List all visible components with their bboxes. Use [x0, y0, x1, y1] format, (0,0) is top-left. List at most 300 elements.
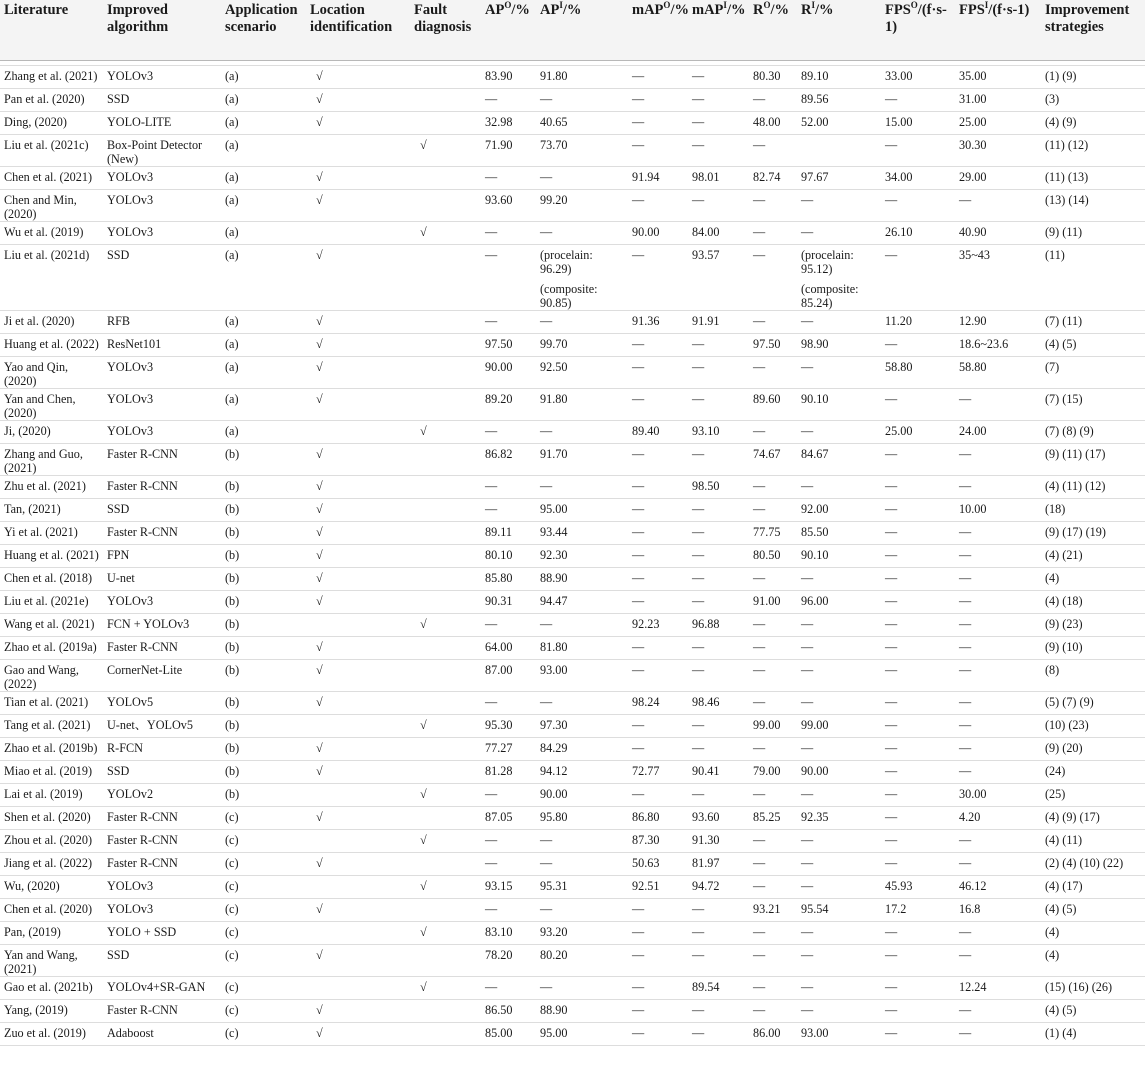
table-cell: — [881, 334, 955, 357]
table-cell: — [749, 135, 797, 167]
table-cell: 92.00 [797, 499, 881, 522]
table-cell: (11) [1041, 245, 1145, 311]
table-cell [410, 476, 481, 499]
table-cell: (4) (17) [1041, 876, 1145, 899]
table-cell: √ [306, 1000, 410, 1023]
table-cell: 89.60 [749, 389, 797, 421]
column-header [881, 0, 955, 61]
table-cell: 81.80 [536, 637, 628, 660]
table-cell: 78.20 [481, 945, 536, 977]
column-header [955, 0, 1041, 61]
table-cell: — [481, 245, 536, 311]
table-cell: (b) [221, 522, 306, 545]
column-header-text: Literature [4, 2, 69, 18]
table-cell: — [749, 637, 797, 660]
table-cell [410, 568, 481, 591]
cell-line: (procelain: 96.29) [540, 248, 593, 276]
table-cell: — [688, 899, 749, 922]
table-cell: — [749, 245, 797, 311]
table-cell: 91.70 [536, 444, 628, 476]
table-cell: — [628, 135, 688, 167]
table-cell: — [955, 692, 1041, 715]
table-cell: — [955, 614, 1041, 637]
table-cell: Zhao et al. (2019b) [0, 738, 103, 761]
table-cell: (b) [221, 637, 306, 660]
column-header-unit: /% [562, 2, 582, 18]
table-cell: 72.77 [628, 761, 688, 784]
table-cell: √ [306, 389, 410, 421]
table-cell: — [481, 167, 536, 190]
table-cell: — [688, 637, 749, 660]
table-cell: — [688, 660, 749, 692]
cell-line: (composite: 85.24) [801, 282, 859, 310]
table-cell: 93.60 [481, 190, 536, 222]
table-row [0, 389, 1145, 421]
table-row [0, 761, 1145, 784]
table-cell: 58.80 [881, 357, 955, 389]
table-cell: 17.2 [881, 899, 955, 922]
table-row [0, 568, 1145, 591]
table-cell: — [797, 876, 881, 899]
table-cell: — [881, 89, 955, 112]
table-cell: 96.00 [797, 591, 881, 614]
table-cell: 95.31 [536, 876, 628, 899]
table-cell: FCN + YOLOv3 [103, 614, 221, 637]
table-cell: 91.80 [536, 389, 628, 421]
table-cell: — [628, 334, 688, 357]
table-cell: √ [306, 568, 410, 591]
table-cell: — [481, 222, 536, 245]
table-cell: Ji et al. (2020) [0, 311, 103, 334]
table-cell: (a) [221, 167, 306, 190]
table-cell: — [881, 389, 955, 421]
table-cell: Ding, (2020) [0, 112, 103, 135]
column-header-text: R [801, 2, 812, 18]
table-cell: 12.90 [955, 311, 1041, 334]
table-cell: (3) [1041, 89, 1145, 112]
table-cell: — [881, 614, 955, 637]
table-cell: — [881, 660, 955, 692]
table-cell: 98.01 [688, 167, 749, 190]
table-cell [410, 311, 481, 334]
table-row [0, 334, 1145, 357]
table-cell: 86.80 [628, 807, 688, 830]
table-cell: (7) (15) [1041, 389, 1145, 421]
table-cell: 90.00 [536, 784, 628, 807]
table-body [0, 61, 1145, 1046]
table-cell: 4.20 [955, 807, 1041, 830]
table-cell: 89.54 [688, 977, 749, 1000]
table-cell: YOLOv4+SR-GAN [103, 977, 221, 1000]
table-cell: 74.67 [749, 444, 797, 476]
table-cell: 85.00 [481, 1023, 536, 1046]
table-cell [410, 444, 481, 476]
table-cell: SSD [103, 499, 221, 522]
table-row [0, 738, 1145, 761]
table-cell: Jiang et al. (2022) [0, 853, 103, 876]
table-row [0, 89, 1145, 112]
table-cell: — [881, 499, 955, 522]
table-cell: Faster R-CNN [103, 1000, 221, 1023]
table-cell: √ [306, 311, 410, 334]
table-cell: Faster R-CNN [103, 444, 221, 476]
table-row [0, 190, 1145, 222]
table-cell: — [481, 89, 536, 112]
table-cell [306, 977, 410, 1000]
table-cell: 93.57 [688, 245, 749, 311]
table-cell: — [749, 784, 797, 807]
table-cell: 92.30 [536, 545, 628, 568]
table-cell: 95.00 [536, 499, 628, 522]
table-cell: (b) [221, 499, 306, 522]
column-header-unit: /% [511, 2, 530, 18]
table-cell: (c) [221, 807, 306, 830]
table-cell: — [628, 357, 688, 389]
table-cell: (b) [221, 568, 306, 591]
table-cell: (9) (20) [1041, 738, 1145, 761]
table-cell: (4) (5) [1041, 1000, 1145, 1023]
table-cell: 99.20 [536, 190, 628, 222]
table-cell: 33.00 [881, 66, 955, 89]
table-cell: (1) (9) [1041, 66, 1145, 89]
table-cell: 99.70 [536, 334, 628, 357]
table-cell: (4) (9) (17) [1041, 807, 1145, 830]
table-cell: — [628, 715, 688, 738]
column-header [103, 0, 221, 61]
table-cell [306, 922, 410, 945]
table-cell: 93.10 [688, 421, 749, 444]
table-cell: Pan et al. (2020) [0, 89, 103, 112]
table-cell: — [955, 522, 1041, 545]
table-cell: Huang et al. (2022) [0, 334, 103, 357]
table-cell: — [481, 499, 536, 522]
table-cell: SSD [103, 761, 221, 784]
table-cell: 64.00 [481, 637, 536, 660]
table-cell: 45.93 [881, 876, 955, 899]
table-cell: √ [306, 167, 410, 190]
table-cell [410, 637, 481, 660]
table-cell: — [955, 761, 1041, 784]
table-cell: 97.67 [797, 167, 881, 190]
table-cell: √ [306, 112, 410, 135]
column-header-text: AP [485, 2, 505, 18]
table-cell: — [749, 853, 797, 876]
table-cell: (b) [221, 761, 306, 784]
table-cell: — [628, 977, 688, 1000]
table-cell: — [628, 444, 688, 476]
table-cell: 83.10 [481, 922, 536, 945]
table-cell: — [749, 738, 797, 761]
table-row [0, 637, 1145, 660]
table-cell: 90.41 [688, 761, 749, 784]
table-cell: 40.90 [955, 222, 1041, 245]
table-cell: 97.30 [536, 715, 628, 738]
table-cell: 26.10 [881, 222, 955, 245]
column-header-unit: /% [815, 2, 834, 18]
table-cell: — [628, 545, 688, 568]
table-cell: (11) (13) [1041, 167, 1145, 190]
table-cell: YOLOv3 [103, 899, 221, 922]
table-cell: Shen et al. (2020) [0, 807, 103, 830]
table-cell: — [797, 784, 881, 807]
table-cell: — [628, 637, 688, 660]
table-cell: 92.50 [536, 357, 628, 389]
table-cell: 80.10 [481, 545, 536, 568]
table-cell: — [881, 522, 955, 545]
table-cell: Tan, (2021) [0, 499, 103, 522]
column-header-text: FPS [885, 2, 911, 18]
table-cell: — [481, 830, 536, 853]
table-row [0, 614, 1145, 637]
table-cell [410, 807, 481, 830]
table-row [0, 830, 1145, 853]
table-cell: (a) [221, 421, 306, 444]
table-cell: 58.80 [955, 357, 1041, 389]
table-cell: (4) (11) [1041, 830, 1145, 853]
table-cell: — [628, 476, 688, 499]
table-cell: — [797, 977, 881, 1000]
table-cell: — [628, 568, 688, 591]
table-cell: — [688, 444, 749, 476]
table-cell: √ [410, 784, 481, 807]
table-cell: (9) (17) (19) [1041, 522, 1145, 545]
table-cell [410, 112, 481, 135]
table-cell: 73.70 [536, 135, 628, 167]
table-cell: 95.54 [797, 899, 881, 922]
table-cell: 83.90 [481, 66, 536, 89]
table-cell: — [688, 357, 749, 389]
table-cell: 80.50 [749, 545, 797, 568]
table-cell: 85.80 [481, 568, 536, 591]
table-cell: Liu et al. (2021c) [0, 135, 103, 167]
table-cell: Tang et al. (2021) [0, 715, 103, 738]
table-cell: Liu et al. (2021d) [0, 245, 103, 311]
table-cell [410, 357, 481, 389]
table-cell: (a) [221, 135, 306, 167]
column-header-unit: /% [726, 2, 746, 18]
table-cell: 32.98 [481, 112, 536, 135]
table-cell: — [749, 692, 797, 715]
table-cell: √ [410, 876, 481, 899]
table-cell: Box-Point Detector (New) [103, 135, 221, 167]
table-cell: SSD [103, 945, 221, 977]
column-header-superscript: I [984, 0, 989, 11]
table-cell: — [881, 1023, 955, 1046]
cell-line: (procelain: 95.12) [801, 248, 854, 276]
table-cell: (9) (11) [1041, 222, 1145, 245]
table-cell: — [881, 853, 955, 876]
table-cell: 86.50 [481, 1000, 536, 1023]
table-cell: 18.6~23.6 [955, 334, 1041, 357]
table-cell: 90.00 [481, 357, 536, 389]
column-header-unit: /(f·s-1) [988, 2, 1030, 18]
table-cell: √ [306, 190, 410, 222]
table-cell: 90.31 [481, 591, 536, 614]
table-cell: 88.90 [536, 568, 628, 591]
table-cell: — [481, 311, 536, 334]
table-cell [410, 334, 481, 357]
table-cell: 98.50 [688, 476, 749, 499]
table-cell: 95.30 [481, 715, 536, 738]
table-cell: — [688, 945, 749, 977]
table-cell: 50.63 [628, 853, 688, 876]
table-cell: — [881, 830, 955, 853]
table-cell: 89.40 [628, 421, 688, 444]
table-cell: 35.00 [955, 66, 1041, 89]
table-cell: 81.97 [688, 853, 749, 876]
table-cell: √ [410, 614, 481, 637]
table-cell: — [628, 112, 688, 135]
table-cell: — [749, 922, 797, 945]
table-cell: SSD [103, 89, 221, 112]
table-cell: √ [410, 922, 481, 945]
table-cell: — [797, 311, 881, 334]
table-cell: — [749, 568, 797, 591]
table-cell: — [536, 977, 628, 1000]
table-cell: YOLOv3 [103, 357, 221, 389]
table-cell: 87.00 [481, 660, 536, 692]
table-row [0, 545, 1145, 568]
column-header-unit: /% [770, 2, 790, 18]
table-cell: RFB [103, 311, 221, 334]
table-cell: Yan and Chen, (2020) [0, 389, 103, 421]
table-cell: — [797, 692, 881, 715]
table-cell: — [955, 591, 1041, 614]
table-cell: 91.30 [688, 830, 749, 853]
table-cell: — [749, 660, 797, 692]
table-cell: YOLOv3 [103, 876, 221, 899]
table-cell [410, 853, 481, 876]
table-cell: Faster R-CNN [103, 807, 221, 830]
table-cell: — [797, 738, 881, 761]
table-cell [306, 715, 410, 738]
table-cell: — [536, 89, 628, 112]
table-cell: — [955, 637, 1041, 660]
table-cell: — [749, 222, 797, 245]
table-row [0, 899, 1145, 922]
table-cell: — [536, 476, 628, 499]
table-cell: — [881, 476, 955, 499]
table-row [0, 499, 1145, 522]
table-cell: (a) [221, 89, 306, 112]
table-cell: (a) [221, 222, 306, 245]
column-header [0, 0, 103, 61]
table-cell: — [881, 245, 955, 311]
table-cell: — [881, 190, 955, 222]
table-cell: (24) [1041, 761, 1145, 784]
table-cell [536, 245, 628, 311]
table-cell: 30.30 [955, 135, 1041, 167]
table-cell: — [628, 660, 688, 692]
table-cell: Faster R-CNN [103, 476, 221, 499]
table-cell: Wu et al. (2019) [0, 222, 103, 245]
table-cell: 89.10 [797, 66, 881, 89]
table-cell: Gao et al. (2021b) [0, 977, 103, 1000]
table-cell: — [797, 222, 881, 245]
column-header [688, 0, 749, 61]
table-cell: 84.29 [536, 738, 628, 761]
table-cell: YOLOv3 [103, 167, 221, 190]
table-cell: — [536, 830, 628, 853]
table-cell: YOLOv3 [103, 421, 221, 444]
table-cell: 46.12 [955, 876, 1041, 899]
table-row [0, 522, 1145, 545]
table-cell: 25.00 [955, 112, 1041, 135]
table-cell: (b) [221, 476, 306, 499]
table-cell: 91.80 [536, 66, 628, 89]
table-cell: — [955, 1000, 1041, 1023]
table-cell: √ [306, 334, 410, 357]
table-cell: 52.00 [797, 112, 881, 135]
table-cell: Adaboost [103, 1023, 221, 1046]
column-header-superscript: I [811, 0, 815, 11]
table-cell: — [688, 89, 749, 112]
table-cell: — [797, 614, 881, 637]
table-cell: — [536, 853, 628, 876]
table-cell: 93.44 [536, 522, 628, 545]
table-cell: 80.20 [536, 945, 628, 977]
table-cell: YOLOv3 [103, 389, 221, 421]
table-row [0, 660, 1145, 692]
table-cell: — [536, 899, 628, 922]
table-cell: — [749, 357, 797, 389]
table-cell: (9) (10) [1041, 637, 1145, 660]
table-row [0, 311, 1145, 334]
table-cell: (11) (12) [1041, 135, 1145, 167]
column-header-text: Improvement strategies [1045, 2, 1130, 35]
table-cell: — [481, 421, 536, 444]
table-cell: √ [306, 591, 410, 614]
column-header-superscript: O [663, 0, 671, 11]
table-cell: Wang et al. (2021) [0, 614, 103, 637]
table-cell: — [749, 945, 797, 977]
table-cell: — [688, 135, 749, 167]
table-cell: (b) [221, 614, 306, 637]
table-cell: — [688, 66, 749, 89]
table-cell: 93.00 [536, 660, 628, 692]
table-cell [410, 190, 481, 222]
table-cell: (5) (7) (9) [1041, 692, 1145, 715]
table-cell: (b) [221, 444, 306, 476]
table-cell: (9) (23) [1041, 614, 1145, 637]
table-cell: √ [410, 830, 481, 853]
table-cell: 80.30 [749, 66, 797, 89]
table-cell: — [749, 89, 797, 112]
table-cell: — [881, 715, 955, 738]
table-cell: (a) [221, 112, 306, 135]
table-cell: — [688, 715, 749, 738]
table-row [0, 66, 1145, 89]
table-cell: 31.00 [955, 89, 1041, 112]
table-cell: √ [306, 444, 410, 476]
table-cell: — [955, 853, 1041, 876]
table-cell: 82.74 [749, 167, 797, 190]
table-cell: (b) [221, 784, 306, 807]
table-cell: CornerNet-Lite [103, 660, 221, 692]
table-cell: — [955, 945, 1041, 977]
table-cell: — [628, 1023, 688, 1046]
table-cell: √ [410, 977, 481, 1000]
table-cell: (10) (23) [1041, 715, 1145, 738]
table-cell: 91.94 [628, 167, 688, 190]
table-cell: √ [306, 357, 410, 389]
table-cell: (15) (16) (26) [1041, 977, 1145, 1000]
table-cell: Faster R-CNN [103, 830, 221, 853]
table-cell: — [749, 476, 797, 499]
table-cell: (a) [221, 389, 306, 421]
table-cell: (7) [1041, 357, 1145, 389]
table-cell: √ [306, 692, 410, 715]
